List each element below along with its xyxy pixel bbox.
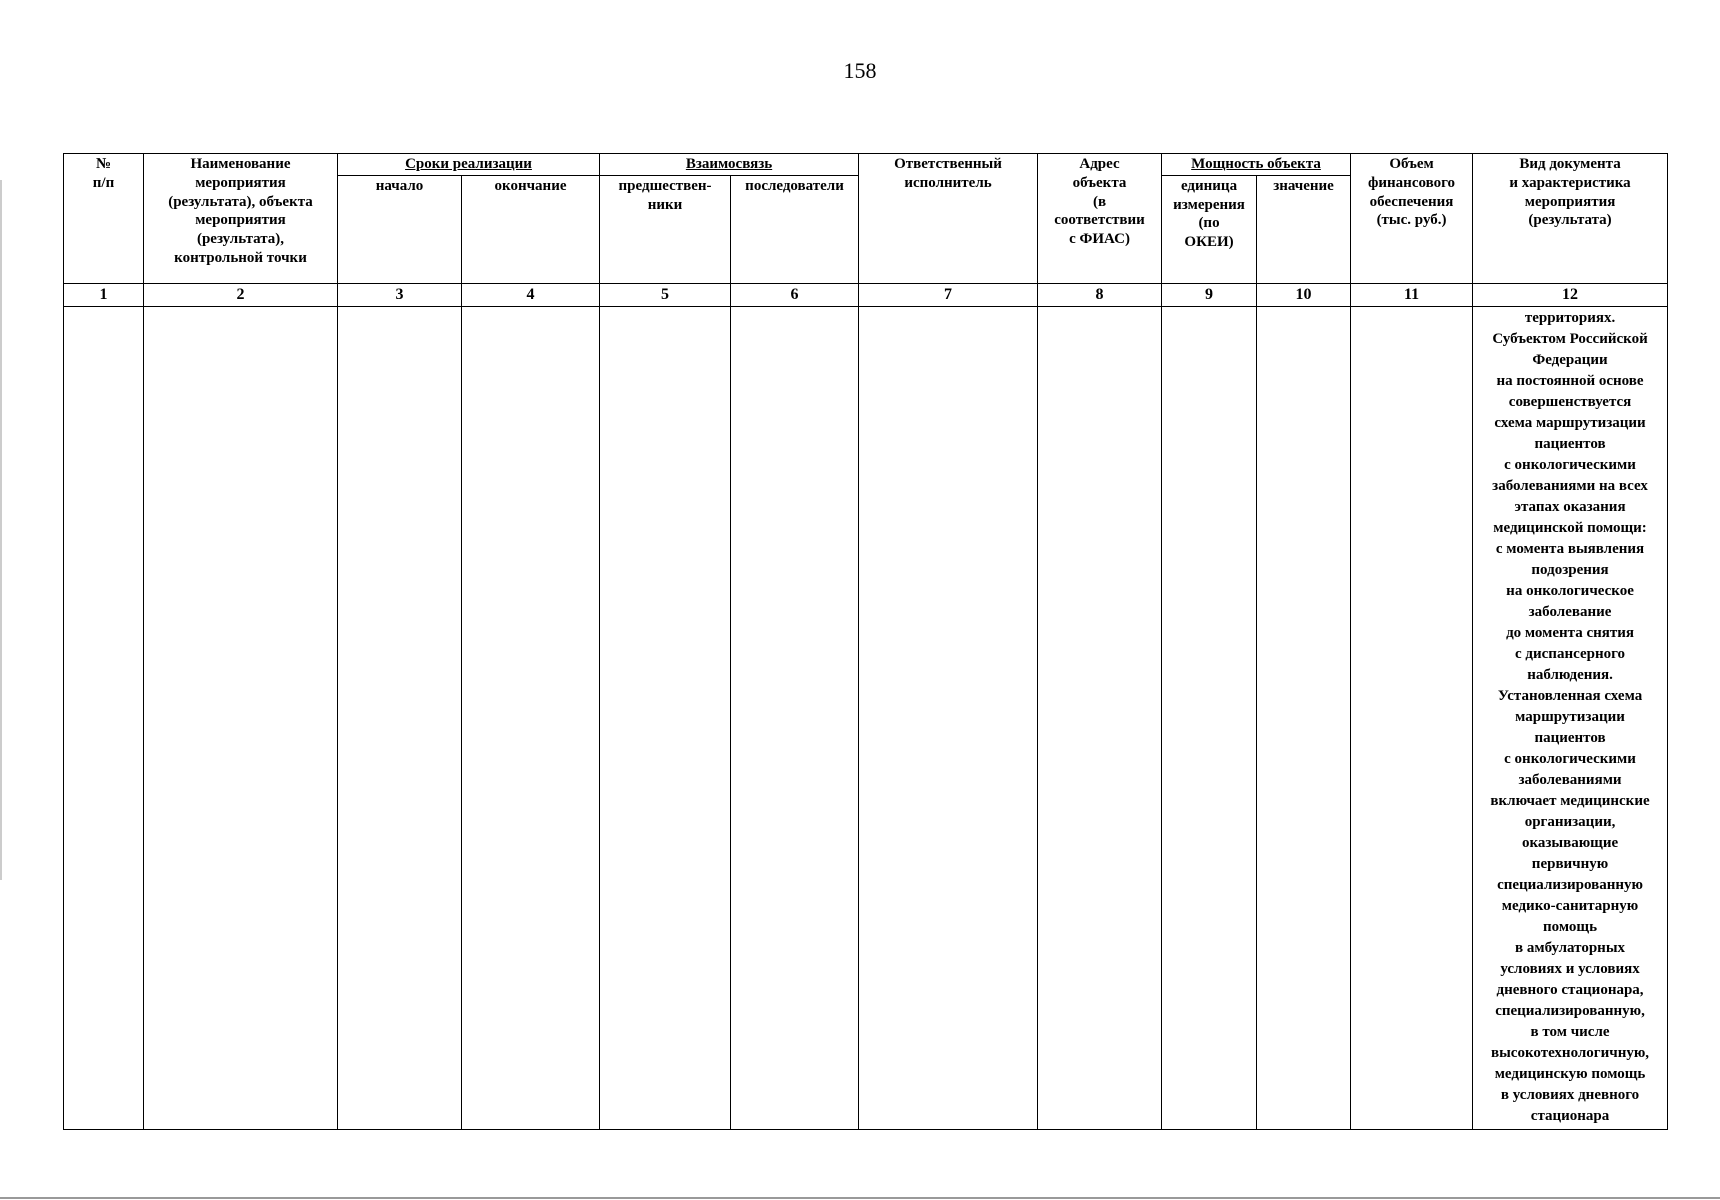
header-row-top <box>64 154 1668 176</box>
column-number: 12 <box>1473 283 1668 306</box>
column-number: 6 <box>731 283 859 306</box>
scan-edge-line <box>0 180 2 880</box>
column-number: 11 <box>1351 283 1473 306</box>
header-document-text: Вид документа и характеристика мероприятия (результата) <box>1509 156 1631 229</box>
header-group-terms-text: Сроки реализации <box>405 156 532 172</box>
cell-name <box>144 306 338 1129</box>
header-number-text: № п/п <box>92 156 115 191</box>
cell-executor <box>859 306 1038 1129</box>
header-funding <box>1351 154 1473 284</box>
header-group-terms <box>338 154 600 176</box>
header-predecessors <box>600 175 731 283</box>
cell-funding <box>1351 306 1473 1129</box>
cell-end <box>462 306 600 1129</box>
header-document <box>1473 154 1668 284</box>
column-numbers-row <box>64 283 1668 306</box>
header-predecessors-text: предшествен- ники <box>618 177 712 213</box>
table-row <box>64 306 1668 1129</box>
cell-unit <box>1162 306 1257 1129</box>
header-group-capacity-text: Мощность объекта <box>1191 156 1321 172</box>
cell-document-text: территориях. Субъектом Российской Федерации на постоянной основе совершенствуется схема маршрутизации пациентов с онкологическими заболеваниями на всех этапах оказания медицинской помощи: с момента выявления подозрения на онкологическое заболевание до момента снятия с диспансерного наблюдения. Установленная схема маршрутизации пациентов с онкологическими заболеваниями включает медицинские организации, оказывающие первичную специализированную медико-санитарную помощь в амбулаторных условиях и условиях дневного стационара, специализированную, в том числе высокотехнологичную, медицинскую помощь в условиях дневного стационара <box>1490 309 1650 1124</box>
scan-bottom-line <box>0 1197 1720 1199</box>
column-number: 2 <box>144 283 338 306</box>
cell-address <box>1038 306 1162 1129</box>
header-group-capacity <box>1162 154 1351 176</box>
header-group-links <box>600 154 859 176</box>
cell-value <box>1257 306 1351 1129</box>
cell-successors <box>731 306 859 1129</box>
header-value: значение <box>1257 175 1351 283</box>
header-name <box>144 154 338 284</box>
column-number: 7 <box>859 283 1038 306</box>
header-successors: последователи <box>731 175 859 283</box>
header-end: окончание <box>462 175 600 283</box>
header-group-links-text: Взаимосвязь <box>685 156 773 172</box>
column-number: 5 <box>600 283 731 306</box>
column-number: 3 <box>338 283 462 306</box>
column-number: 1 <box>64 283 144 306</box>
column-number: 4 <box>462 283 600 306</box>
cell-start <box>338 306 462 1129</box>
header-address-text: Адрес объекта (в соответствии с ФИАС) <box>1054 156 1145 247</box>
cell-document <box>1473 306 1668 1129</box>
header-address <box>1038 154 1162 284</box>
header-unit-text: единица измерения (по ОКЕИ) <box>1173 177 1245 250</box>
header-executor <box>859 154 1038 284</box>
cell-number <box>64 306 144 1129</box>
page-number: 158 <box>843 58 877 83</box>
header-number <box>64 154 144 284</box>
header-start: начало <box>338 175 462 283</box>
header-name-text: Наименование мероприятия (результата), объекта мероприятия (результата), контрольной точки <box>168 156 313 266</box>
events-table <box>63 153 1668 1130</box>
column-number: 9 <box>1162 283 1257 306</box>
cell-predecessors <box>600 306 731 1129</box>
column-number: 10 <box>1257 283 1351 306</box>
header-unit <box>1162 175 1257 283</box>
header-funding-text: Объем финансового обеспечения (тыс. руб.) <box>1368 156 1456 229</box>
header-executor-text: Ответственный исполнитель <box>894 156 1002 191</box>
column-number: 8 <box>1038 283 1162 306</box>
